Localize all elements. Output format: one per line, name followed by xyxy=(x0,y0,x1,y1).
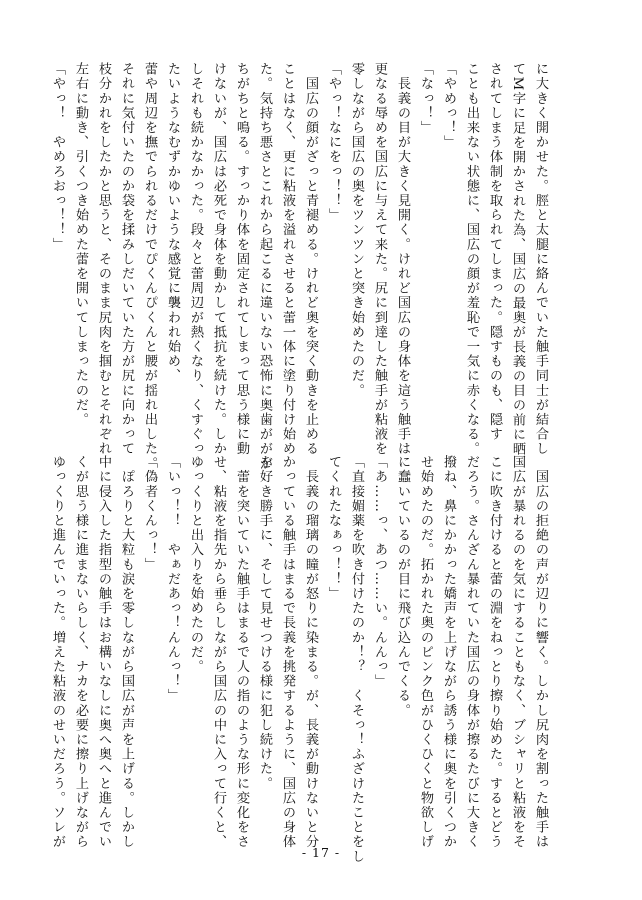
text-line: 国広の拒絶の声が辺りに響く。しかし尻肉を割った触手は xyxy=(533,455,548,850)
text-line: に蠢いているのが目に飛び込んでくる。 xyxy=(395,455,410,718)
text-line: ぽろりと大粒も涙を零しながら国広が声を上げる。しかし xyxy=(119,455,134,850)
text-line: てM字に足を開かされた為、国広の最奥が長義の目の前に晒 xyxy=(510,62,525,457)
text-line: 蕾を突いていた触手はまるで人の指のような形に変化をさ xyxy=(234,455,249,850)
text-line: 「やっ！ やめろおっ！！」 xyxy=(50,62,65,252)
text-line: けないが、国広は必死で身体を動かして抵抗を続けた。しか xyxy=(211,62,226,457)
text-line: 「偽者くんっ！」 xyxy=(142,455,157,572)
page-number: - 17 - xyxy=(301,845,341,860)
text-line: 枝分かれをしたかと思うと、そのまま尻肉を掴むとそれぞれ xyxy=(96,62,111,457)
text-line: 長義の目が大きく見開く。けれど国広の身体を這う触手は xyxy=(395,62,410,457)
text-line: た。気持ち悪さとこれから起こるに違いない恐怖に奥歯ががが xyxy=(257,62,272,471)
text-line: 零しながら国広の奥をツンツンと突き始めたのだ。 xyxy=(349,62,364,398)
text-line: せ始めたのだ。拓かれた奥のピンク色がひくひくと物欲しげ xyxy=(418,455,433,850)
text-line: 左右に動き、引くつき始めた蕾を開いてしまったのだ。 xyxy=(73,62,88,427)
text-line: 「やめっ！」 xyxy=(441,62,456,150)
text-line: を好き勝手に、そして見せつける様に犯し続けた。 xyxy=(257,455,272,791)
text-line: くが思う様に進まないらしく、ナカを必要に擦り上げながら xyxy=(73,455,88,850)
text-line: 国広が暴れるのを気にすることもなく、ブシャリと粘液をそ xyxy=(510,455,525,850)
text-line: 中に侵入した指型の触手はお構いなしに奥へ奥へと進んでい xyxy=(96,455,111,850)
upper-text-block xyxy=(50,62,552,471)
text-line: に大きく開かせた。脛と太腿に絡んでいた触手同士が結合し xyxy=(533,62,548,457)
text-line: だろう。さんざん暴れていた国広の身体が擦るたびに大きく xyxy=(464,455,479,850)
text-line: ゆっくりと出入りを始めたのだ。 xyxy=(188,455,203,674)
text-line: ゆっくりと進んでいった。増えた粘液のせいだろう。ソレが xyxy=(50,455,65,850)
text-line: 「なっ！」 xyxy=(418,62,433,135)
text-line: たいようなむずかゆいような感覚に襲われ始め、 xyxy=(165,62,180,384)
text-line: 「直接媚薬を吹き付けたのか！？ くそっ！ふざけたことをし xyxy=(349,455,364,864)
text-line: 「やっ！なにをっ！！」 xyxy=(326,62,341,223)
text-line: せ、粘液を指先から垂らしながら国広の中に入って行くと、 xyxy=(211,455,226,850)
text-line: こに吹き付けると蕾の淵をねっとり擦り始めた。するとどう xyxy=(487,455,502,850)
text-line: てくれたなぁっ！！」 xyxy=(326,455,341,601)
text-line: 更なる辱めを国広に与えて来た。尻に到達した触手が粘液を xyxy=(372,62,387,457)
text-line: 国広の顔がざっと青褪める。けれど奥を突く動きを止める xyxy=(303,62,318,457)
text-line: 「いっ！！ やぁだあっ！んんっ！」 xyxy=(165,455,180,704)
text-line: 「あ……っ、あつ……い。んんっ」 xyxy=(372,455,387,689)
text-line: ちがちと鳴る。すっかり体を固定されてしまって思う様に動 xyxy=(234,62,249,457)
text-line: ことはなく、更に粘液を溢れさせると蕾一体に塗り付け始め xyxy=(280,62,295,457)
text-line: されてしまう体制を取られてしまった。隠すものも、隠す xyxy=(487,62,502,442)
text-line: 撥ね、鼻にかかった嬌声を上げながら誘う様に奥を引くつか xyxy=(441,455,456,850)
text-line: かっている触手はまるで長義を挑発するように、国広の身体 xyxy=(280,455,295,850)
text-line: ことも出来ない状態に、国広の顔が羞恥で一気に赤くなる。 xyxy=(464,62,479,457)
text-line: 蕾や周辺を撫でられるだけでぴくんぴくんと腰が揺れ出した。 xyxy=(142,62,157,471)
text-line: それに気付いたのか袋を揉みしだいていた方が尻に向かって xyxy=(119,62,134,457)
text-line: 長義の瑠璃の瞳が怒りに染まる。が、長義が動けないと分 xyxy=(303,455,318,850)
text-line: しそれも続かなかった。段々と蕾周辺が熱くなり、くすぐっ xyxy=(188,62,203,457)
